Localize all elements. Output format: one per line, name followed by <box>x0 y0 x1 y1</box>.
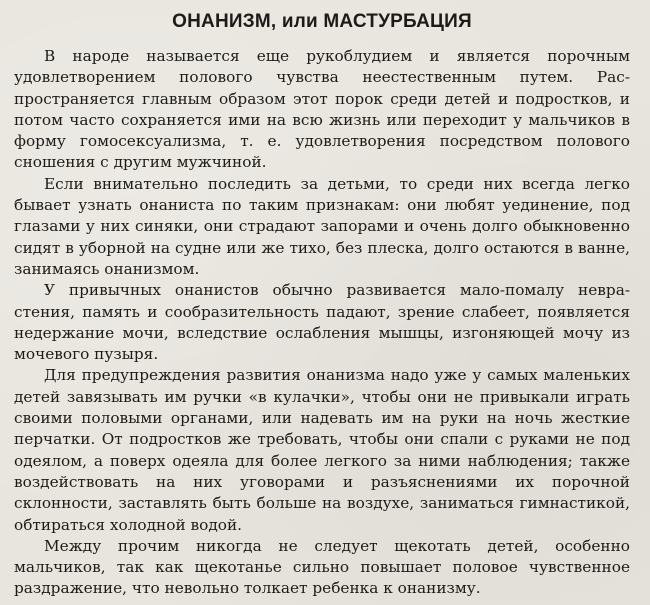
paragraph-2: Если внимательно последить за детьми, то среди них всегда легко бывает узнать онаниста по таким признакам: они любят уединение, под глазами у них синяки, они страдают запорами и очень долго обыкновенно сидят в уборной на судне или же тихо, без плеска, долго остаются в ванне, занимаясь онанизмом. <box>14 174 630 278</box>
paragraph-5: Между прочим никогда не следует щекотать детей, особенно мальчиков, так как щекотанье сильно повышает половое чувственное раздражение, что невольно толкает ребенка к онанизму. <box>14 536 630 598</box>
paragraph-1: В народе называется еще рукоблудием и является порочным удовлетворением полового чувства неестественным путем. Распространяется главным образом этот порок среди детей и подростков, и потом часто сохраняется ими на всю жизнь или переходит у мальчиков в форму гомосексуализма, т. е. удовлетворения посредством полового сношения с другим мужчиной. <box>14 47 630 172</box>
paragraph-3: У привычных онанистов обычно развивается мало-помалу неврастения, память и сообразительность падают, зрение слабеет, появляется недержание мочи, вследствие ослабления мышцы, изгоняющей мочу из мочевого пузыря. <box>14 281 630 364</box>
document-body <box>14 46 630 600</box>
document-title: ОНАНИЗМ, или МАСТУРБАЦИЯ <box>172 11 472 32</box>
paragraph-4: Для предупреждения развития онанизма надо уже у самых маленьких детей завязывать им ручки «в кулачки», чтобы они не привыкали играть своими половыми органами, или надевать им на руки на ночь жесткие перчатки. От подростков же требовать, чтобы они спали с руками не под одеялом, а поверх одеяла для более легкого за ними наблюдения; также воздействовать на них уговорами и разъяснениями их порочной склонности, заставлять быть больше на воздухе, заниматься гимнастикой, обтираться холодной водой. <box>14 366 630 534</box>
